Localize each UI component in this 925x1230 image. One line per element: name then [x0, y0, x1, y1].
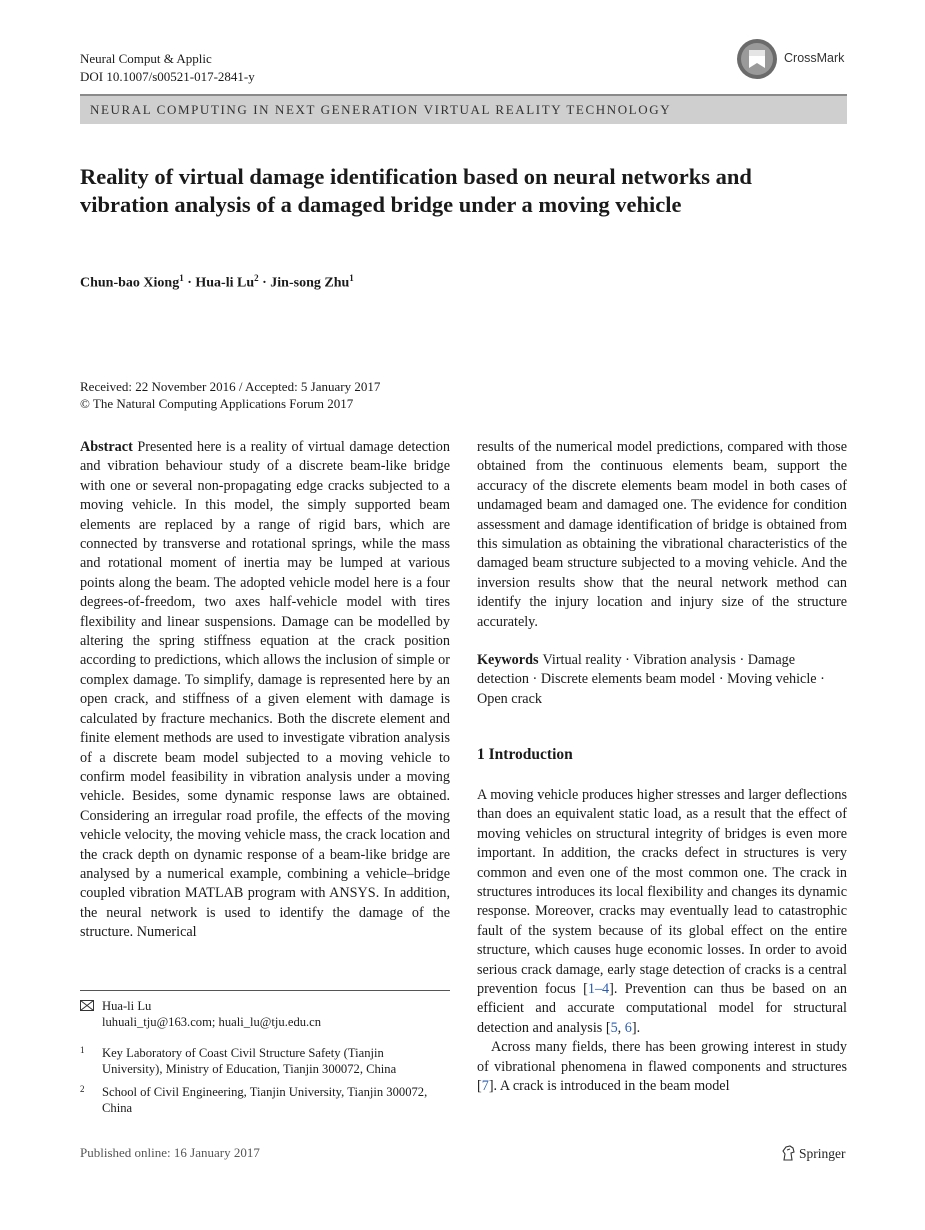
author-separator: ·	[183, 275, 196, 291]
received-accepted: Received: 22 November 2016 / Accepted: 5 January 2017	[80, 379, 381, 394]
author-affiliation: 2	[254, 273, 259, 283]
citation-link[interactable]: 5	[610, 1019, 618, 1036]
banner-text: NEURAL COMPUTING IN NEXT GENERATION VIRTUAL REALITY TECHNOLOGY	[90, 102, 672, 117]
journal-info	[80, 50, 255, 86]
keywords-text: Virtual reality · Vibration analysis · Damage detection · Discrete elements beam model · Moving vehicle · Open crack	[477, 652, 825, 707]
affiliation-text: Key Laboratory of Coast Civil Structure Safety (Tianjin University), Ministry of Education, Tianjin 300072, China	[102, 1046, 397, 1076]
publisher-logo[interactable]	[782, 1145, 846, 1162]
article-dates	[80, 378, 380, 412]
citation-link[interactable]: 6	[624, 1019, 632, 1036]
author-name[interactable]: Chun-bao Xiong	[80, 275, 180, 291]
article-title: Reality of virtual damage identification based on neural networks and vibration analysis of a damaged bridge under a moving vehicle	[80, 164, 752, 217]
section-banner	[80, 94, 847, 124]
author-list	[80, 273, 354, 292]
affiliation-text: School of Civil Engineering, Tianjin University, Tianjin 300072, China	[102, 1085, 428, 1115]
citation-link[interactable]: 7	[481, 1078, 489, 1095]
intro-paragraph: A moving vehicle produces higher stresses and larger deflections than does an equivalent static load, as a result that the effect of moving vehicles on structural integrity of bridges is even more important. In addition, the cracks defect in structures is very common and even one of the most common one. The crack in structures introduces its local flexibility and changes its dynamic response. Moreover, cracks may eventually lead to catastrophic fault of the system because of its global effect on the entire structure, which causes huge economic losses. In order to avoid serious crack damage, early stage detection of cracks is a central prevention focus [1–4]. Prevention can thus be based on an efficient and accurate computational model for structural detection and analysis [5, 6].	[477, 787, 847, 1036]
keywords	[477, 651, 847, 709]
author-affiliation: 1	[179, 273, 184, 283]
crossmark-badge[interactable]	[736, 38, 851, 82]
journal-name: Neural Comput & Applic	[80, 51, 212, 66]
publisher-name: Springer	[799, 1146, 846, 1161]
author-name[interactable]: Hua-li Lu	[195, 275, 255, 291]
citation-link[interactable]: 1–4	[587, 981, 610, 998]
abstract-text: Presented here is a reality of virtual damage detection and vibration behaviour study of a discrete beam-like bridge with one or several non-propagating edge cracks subjected to a moving vehicle. In this model, the simply supported beam elements are replaced by a range of rigid bars, which are connected by transverse and rotational springs, while the mass and rotational moment of inertia may be lumped at various points along the beam. The adopted vehicle model here is a four degrees-of-freedom, two axes half-vehicle model with tires flexibility and linear suspensions. Damage can be modelled by altering the spring stiffness equation at the crack position according to predictions, which allows the inclusion of simple or complex damage. To simplify, damage is represented here by an open crack, and stiffness of a given element with damage is calculated by fracture mechanics. Both the discrete element and finite element methods are used to investigate vibration analysis of a discrete beam model subjected to a moving vehicle to confirm model feasibility in vibration analysis under a moving vehicle. Besides, some dynamic response laws are obtained. Considering an irregular road profile, the effects of the moving vehicle velocity, the moving vehicle mass, the crack location and the crack depth on dynamic response of a beam-like bridge are analysed by a numerical example, combining a vehicle–bridge coupled vibration MATLAB program with ANSYS. In addition, the neural network is used to identify the damage of the structure. Numerical	[80, 439, 450, 941]
envelope-icon	[80, 1000, 94, 1011]
abstract-continuation: results of the numerical model predictions, compared with those obtained from the continuous elements beam, support the accuracy of the discrete elements beam model in both cases of undamaged beam and damaged one. The evidence for condition assessment and damage identification of bridge is obtained from this simulation as obtaining the vibrational characteristics of the damaged beam structure subjected to a moving vehicle. And the inversion results show that the neural network method can identify the injury location and injury size of the structure accurately.	[477, 439, 847, 630]
author-affiliation: 1	[349, 273, 354, 283]
author-separator: ·	[258, 275, 271, 291]
keywords-label: Keywords	[477, 652, 539, 668]
author-name[interactable]: Jin-song Zhu	[270, 275, 350, 291]
intro-paragraph: Across many fields, there has been growing interest in study of vibrational phenomena in flawed components and structures [7]. A crack is introduced in the beam model	[477, 1039, 847, 1095]
footnote-divider	[80, 990, 450, 991]
corresponding-name: Hua-li Lu	[102, 999, 152, 1013]
abstract-right-column	[477, 438, 847, 632]
springer-horse-icon	[782, 1145, 795, 1161]
abstract-label: Abstract	[80, 439, 133, 455]
affiliation-number: 2	[80, 1084, 85, 1094]
affiliation-number: 1	[80, 1045, 85, 1055]
crossmark-label: CrossMark	[784, 51, 845, 65]
crossmark-icon	[736, 38, 778, 80]
abstract-left-column	[80, 438, 450, 943]
copyright: © The Natural Computing Applications Forum 2017	[80, 396, 354, 411]
section-heading-introduction: 1 Introduction	[477, 746, 573, 763]
doi[interactable]: DOI 10.1007/s00521-017-2841-y	[80, 69, 255, 84]
corresponding-email[interactable]: luhuali_tju@163.com; huali_lu@tju.edu.cn	[102, 1015, 322, 1029]
published-date: Published online: 16 January 2017	[80, 1145, 260, 1160]
introduction-body	[477, 786, 847, 1097]
